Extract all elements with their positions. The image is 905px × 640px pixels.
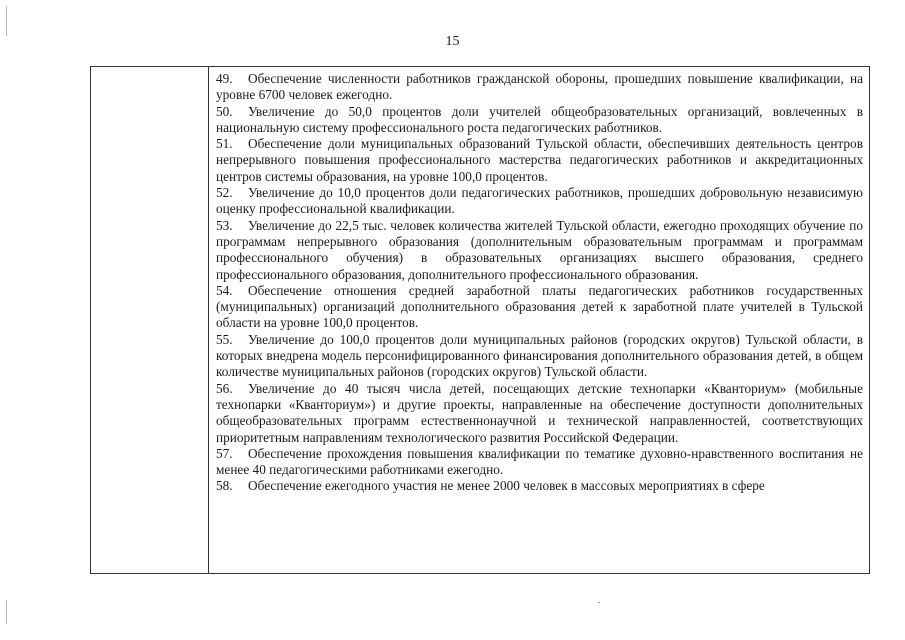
content-table	[90, 66, 870, 574]
list-item	[216, 381, 863, 446]
item-text: Увеличение до 40 тысяч числа детей, посещающих детские технопарки «Кванториум» (мобильные технопарки «Кванториум») и другие проекты, направленные на обеспечение доступности дополнительных общеобразовательных программ естественнонаучной и технической направленностей, соответствующих приоритетным направлениям технологического развития Российской Федерации.	[216, 380, 863, 445]
item-text: Увеличение до 22,5 тыс. человек количества жителей Тульской области, ежегодно проходящих обучение по программам непрерывного образования (дополнительным образовательным программам и программам профессионального обучения) в образовательных организациях высшего образования, среднего профессионального образования, дополнительного профессионального образования.	[216, 217, 863, 282]
list-item	[216, 104, 863, 137]
item-number: 55.	[216, 331, 233, 347]
item-number: 54.	[216, 282, 233, 298]
scan-edge-mark	[6, 600, 7, 624]
list-item	[216, 283, 863, 332]
page-number: 15	[445, 34, 460, 49]
item-text: Увеличение до 50,0 процентов доли учителей общеобразовательных организаций, вовлеченных в национальную систему профессионального роста педагогических работников.	[216, 103, 863, 135]
table-right-column	[209, 67, 869, 573]
scan-speck	[598, 602, 600, 603]
list-item	[216, 136, 863, 185]
list-item	[216, 446, 863, 479]
item-text: Обеспечение численности работников гражданской обороны, прошедших повышение квалификации, на уровне 6700 человек ежегодно.	[216, 71, 863, 103]
item-number: 52.	[216, 185, 233, 201]
item-number: 57.	[216, 445, 233, 461]
table-left-column	[91, 67, 209, 573]
scan-edge-mark	[6, 6, 7, 36]
item-number: 58.	[216, 478, 233, 494]
item-number: 49.	[216, 71, 233, 86]
list-item	[216, 478, 863, 494]
list-item	[216, 218, 863, 283]
item-text: Увеличение до 100,0 процентов доли муниципальных районов (городских округов) Тульской области, в которых внедрена модель персонифицированного финансирования дополнительного образования детей, в общем количестве муниципальных районов (городских округов) Тульской области.	[216, 331, 863, 380]
list-item	[216, 332, 863, 381]
item-number: 51.	[216, 136, 233, 152]
item-text: Обеспечение доли муниципальных образований Тульской области, обеспечивших деятельность центров непрерывного повышения профессионального мастерства педагогических работников и аккредитационных центров системы образования, на уровне 100,0 процентов.	[216, 136, 863, 184]
item-text: Обеспечение ежегодного участия не менее 2000 человек в массовых мероприятиях в сфере	[248, 478, 765, 494]
list-item	[216, 71, 863, 104]
item-number: 50.	[216, 103, 233, 119]
list-item	[216, 185, 863, 218]
item-text: Обеспечение отношения средней заработной платы педагогических работников государственных (муниципальных) организаций дополнительного образования детей к заработной плате учителей в Тульской области на уровне 100,0 процентов.	[216, 282, 863, 331]
item-number: 53.	[216, 217, 233, 233]
item-text: Увеличение до 10,0 процентов доли педагогических работников, прошедших добровольную независимую оценку профессиональной квалификации.	[216, 185, 863, 217]
item-number: 56.	[216, 380, 233, 396]
item-text: Обеспечение прохождения повышения квалификации по тематике духовно-нравственного воспитания не менее 40 педагогическими работниками ежегодно.	[216, 445, 863, 478]
